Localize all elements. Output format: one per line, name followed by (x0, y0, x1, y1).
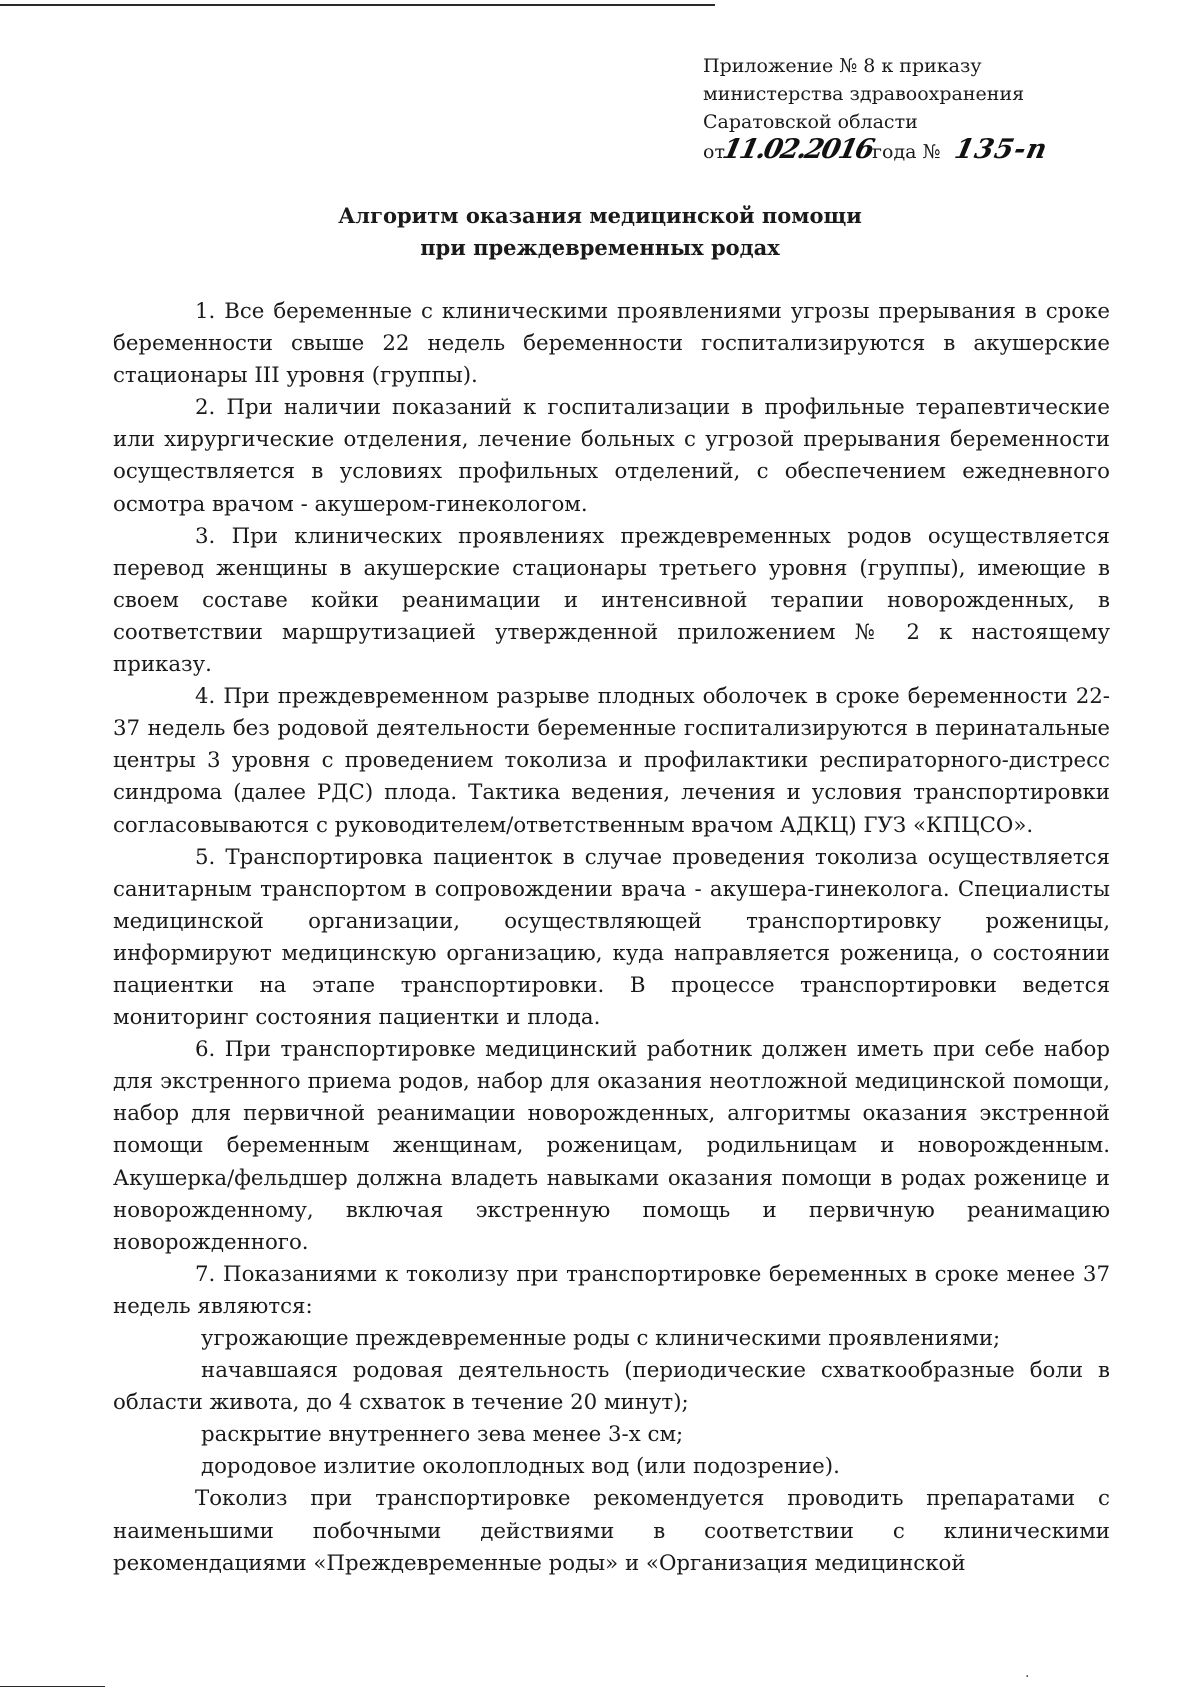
appendix-line-3: Саратовской области (703, 111, 918, 133)
date-prefix: от (703, 141, 725, 163)
indication-item: начавшаяся родовая деятельность (периодические схваткообразные боли в области живота, до 4 схваток в течение 20 минут); (113, 1358, 1110, 1416)
title-line-2: при преждевременных родах (420, 235, 780, 260)
paragraph-4: 4. При преждевременном разрыве плодных оболочек в сроке беременности 22-37 недель без родовой деятельности беременные госпитализируются в перинатальные центры 3 уровня с проведением токолиза и профилактики респираторного-дистресс синдрома (далее РДС) плода. Тактика ведения, лечения и условия транспортировки согласовываются с руководителем/ответственным врачом АДКЦ) ГУЗ «КПЦСО». (113, 684, 1110, 838)
handwritten-order-number: 135-п (951, 134, 1051, 165)
scan-mark: . (1025, 1665, 1030, 1681)
handwritten-date: 11.02.2016 (719, 134, 876, 165)
indication-item: дородовое излитие околоплодных вод (или подозрение). (201, 1454, 840, 1480)
indication-item: угрожающие преждевременные роды с клиническими проявлениями; (201, 1326, 1001, 1351)
scan-bottom-rule (0, 1686, 105, 1687)
appendix-date-row (703, 136, 1163, 166)
indication-item: раскрытие внутреннего зева менее 3-х см; (201, 1422, 684, 1448)
paragraph-1: 1. Все беременные с клиническими проявлениями угрозы прерывания в сроке беременности свыше 22 недель беременности госпитализируются в акушерские стационары III уровня (группы). (113, 299, 1110, 389)
document-body (113, 296, 1110, 1580)
date-suffix: года № (872, 141, 941, 163)
closing-paragraph: Токолиз при транспортировке рекомендуется проводить препаратами с наименьшими побочными действиями в соответствии с клиническими рекомендациями «Преждевременные роды» и «Организация медицинской (113, 1486, 1110, 1576)
paragraph-5: 5. Транспортировка пациенток в случае проведения токолиза осуществляется санитарным транспортом в сопровождении врача - акушера-гинеколога. Специалисты медицинской организации, осуществляющей транспортировку роженицы, информируют медицинскую организацию, куда направляется роженица, о состоянии пациентки на этапе транспортировки. В процессе транспортировки ведется мониторинг состояния пациентки и плода. (113, 844, 1110, 1031)
appendix-line-2: министерства здравоохранения (703, 83, 1025, 105)
document-title (0, 200, 1200, 264)
paragraph-3: 3. При клинических проявлениях преждевременных родов осуществляется перевод женщины в акушерские стационары третьего уровня (группы), имеющие в своем составе койки реанимации и интенсивной терапии новорожденных, в соответствии маршрутизацией утвержденной приложением № 2 к настоящему приказу. (113, 523, 1110, 678)
title-line-1: Алгоритм оказания медицинской помощи (338, 203, 862, 228)
paragraph-6: 6. При транспортировке медицинский работник должен иметь при себе набор для экстренного приема родов, набор для оказания неотложной медицинской помощи, набор для первичной реанимации новорожденных, алгоритмы оказания экстренной помощи беременным женщинам, роженицам, родильницам и новорожденным. Акушерка/фельдшер должна владеть навыками оказания помощи в родах роженице и новорожденному, включая экстренную помощь и первичную реанимацию новорожденного. (113, 1037, 1110, 1255)
scan-top-rule (0, 4, 715, 6)
appendix-line-1: Приложение № 8 к приказу (703, 55, 982, 77)
paragraph-2: 2. При наличии показаний к госпитализации в профильные терапевтические или хирургические отделения, лечение больных с угрозой прерывания беременности осуществляется в условиях профильных отделений, с обеспечением ежедневного осмотра врачом - акушером-гинекологом. (113, 395, 1110, 517)
appendix-header (703, 52, 1163, 166)
paragraph-7: 7. Показаниями к токолизу при транспортировке беременных в сроке менее 37 недель являются: (113, 1261, 1110, 1319)
